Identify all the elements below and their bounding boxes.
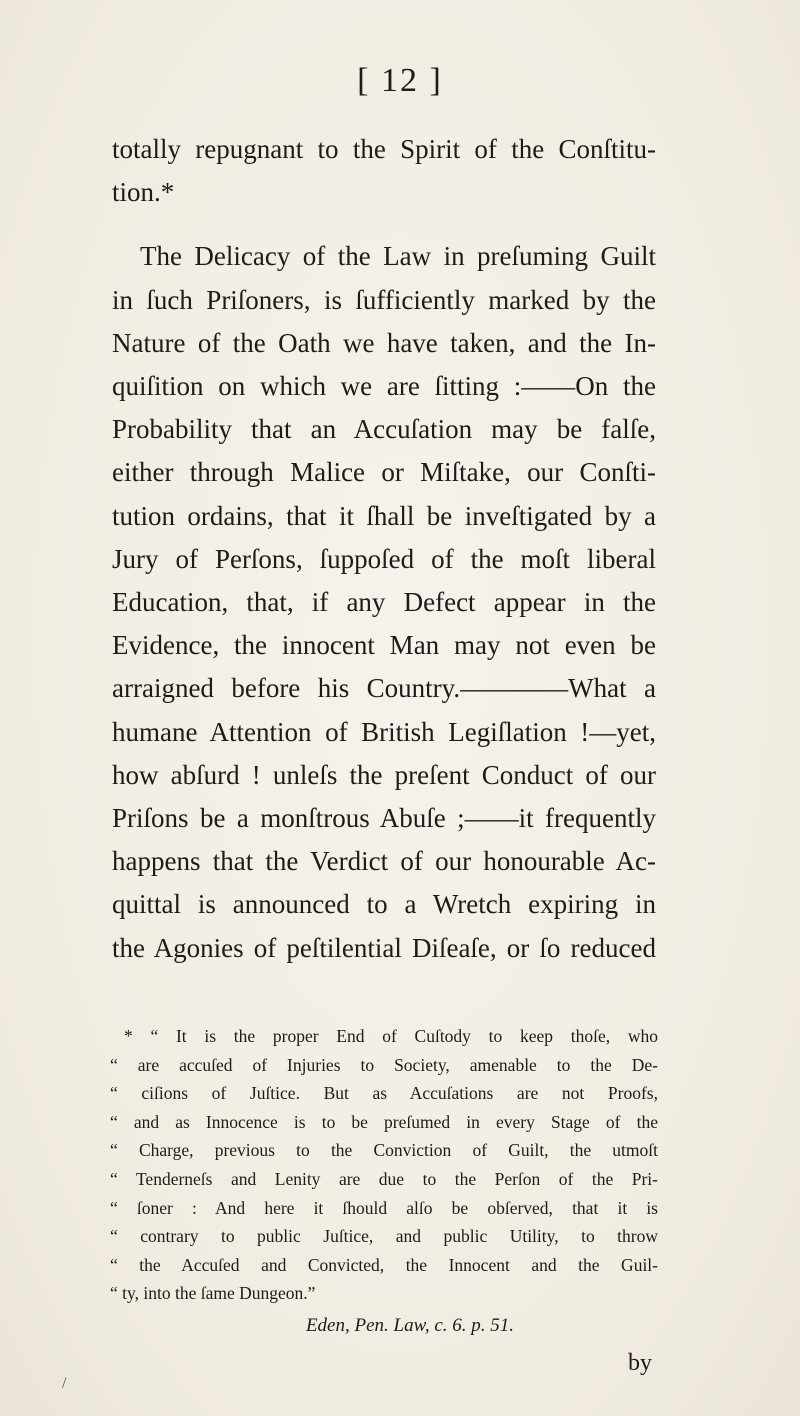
body-line: Evidence, the innocent Man may not even be: [112, 630, 656, 661]
footnote-line: “ ciſions of Juſtice. But as Accuſations are not Proofs,: [110, 1083, 658, 1104]
body-line: totally repugnant to the Spirit of the Conſtitu-: [112, 134, 656, 164]
body-line: how abſurd ! unleſs the preſent Conduct of our: [112, 759, 656, 790]
footnote-line: “ Charge, previous to the Conviction of Guilt, the utmoſt: [110, 1140, 658, 1161]
body-line: either through Malice or Miſtake, our Conſti-: [112, 457, 656, 488]
footnote-line: * “ It is the proper End of Cuſtody to keep thoſe, who: [124, 1026, 658, 1046]
footnote-line: “ contrary to public Juſtice, and public Utility, to throw: [110, 1226, 658, 1247]
footnote-line: “ and as Innocence is to be preſumed in every Stage of the: [110, 1111, 658, 1132]
footnote-citation: Eden, Pen. Law, c. 6. p. 51.: [305, 1315, 515, 1336]
footnote: [110, 1022, 658, 1308]
body-line: tion.*: [112, 177, 175, 208]
body-line: Jury of Perſons, ſuppoſed of the moſt liberal: [112, 543, 656, 574]
body-line: in ſuch Priſoners, is ſufficiently marked by the: [112, 284, 656, 315]
body-line: The Delicacy of the Law in preſuming Guilt: [140, 241, 656, 272]
footnote-line: “ the Accuſed and Convicted, the Innocent and the Guil-: [110, 1254, 658, 1275]
stray-mark: /: [62, 1375, 67, 1392]
body-line: Priſons be a monſtrous Abuſe ;——it frequently: [112, 803, 656, 834]
footnote-line: “ ty, into the ſame Dungeon.”: [110, 1283, 316, 1304]
body-line: tution ordains, that it ſhall be inveſtigated by a: [112, 500, 656, 531]
footnote-line: “ ſoner : And here it ſhould alſo be obſerved, that it is: [110, 1197, 658, 1218]
body-line: Education, that, if any Defect appear in the: [112, 587, 656, 618]
body-line: humane Attention of British Legiſlation !—yet,: [112, 716, 656, 747]
body-line: quiſition on which we are ſitting :——On the: [112, 371, 656, 402]
main-text: [112, 128, 656, 970]
body-line: Nature of the Oath we have taken, and the In-: [112, 327, 656, 358]
body-line: Probability that an Accuſation may be falſe,: [112, 414, 656, 445]
body-line: happens that the Verdict of our honourable Ac-: [112, 846, 656, 877]
body-line: arraigned before his Country.————What a: [112, 673, 656, 704]
catchword: by: [628, 1350, 652, 1376]
body-line: the Agonies of peſtilential Diſeaſe, or ſo reduced: [112, 932, 656, 963]
footnote-line: “ are accuſed of Injuries to Society, amenable to the De-: [110, 1054, 658, 1075]
page-number: [ 12 ]: [357, 62, 443, 99]
footnote-line: “ Tenderneſs and Lenity are due to the Perſon of the Pri-: [110, 1168, 658, 1189]
body-line: quittal is announced to a Wretch expiring in: [112, 889, 656, 920]
